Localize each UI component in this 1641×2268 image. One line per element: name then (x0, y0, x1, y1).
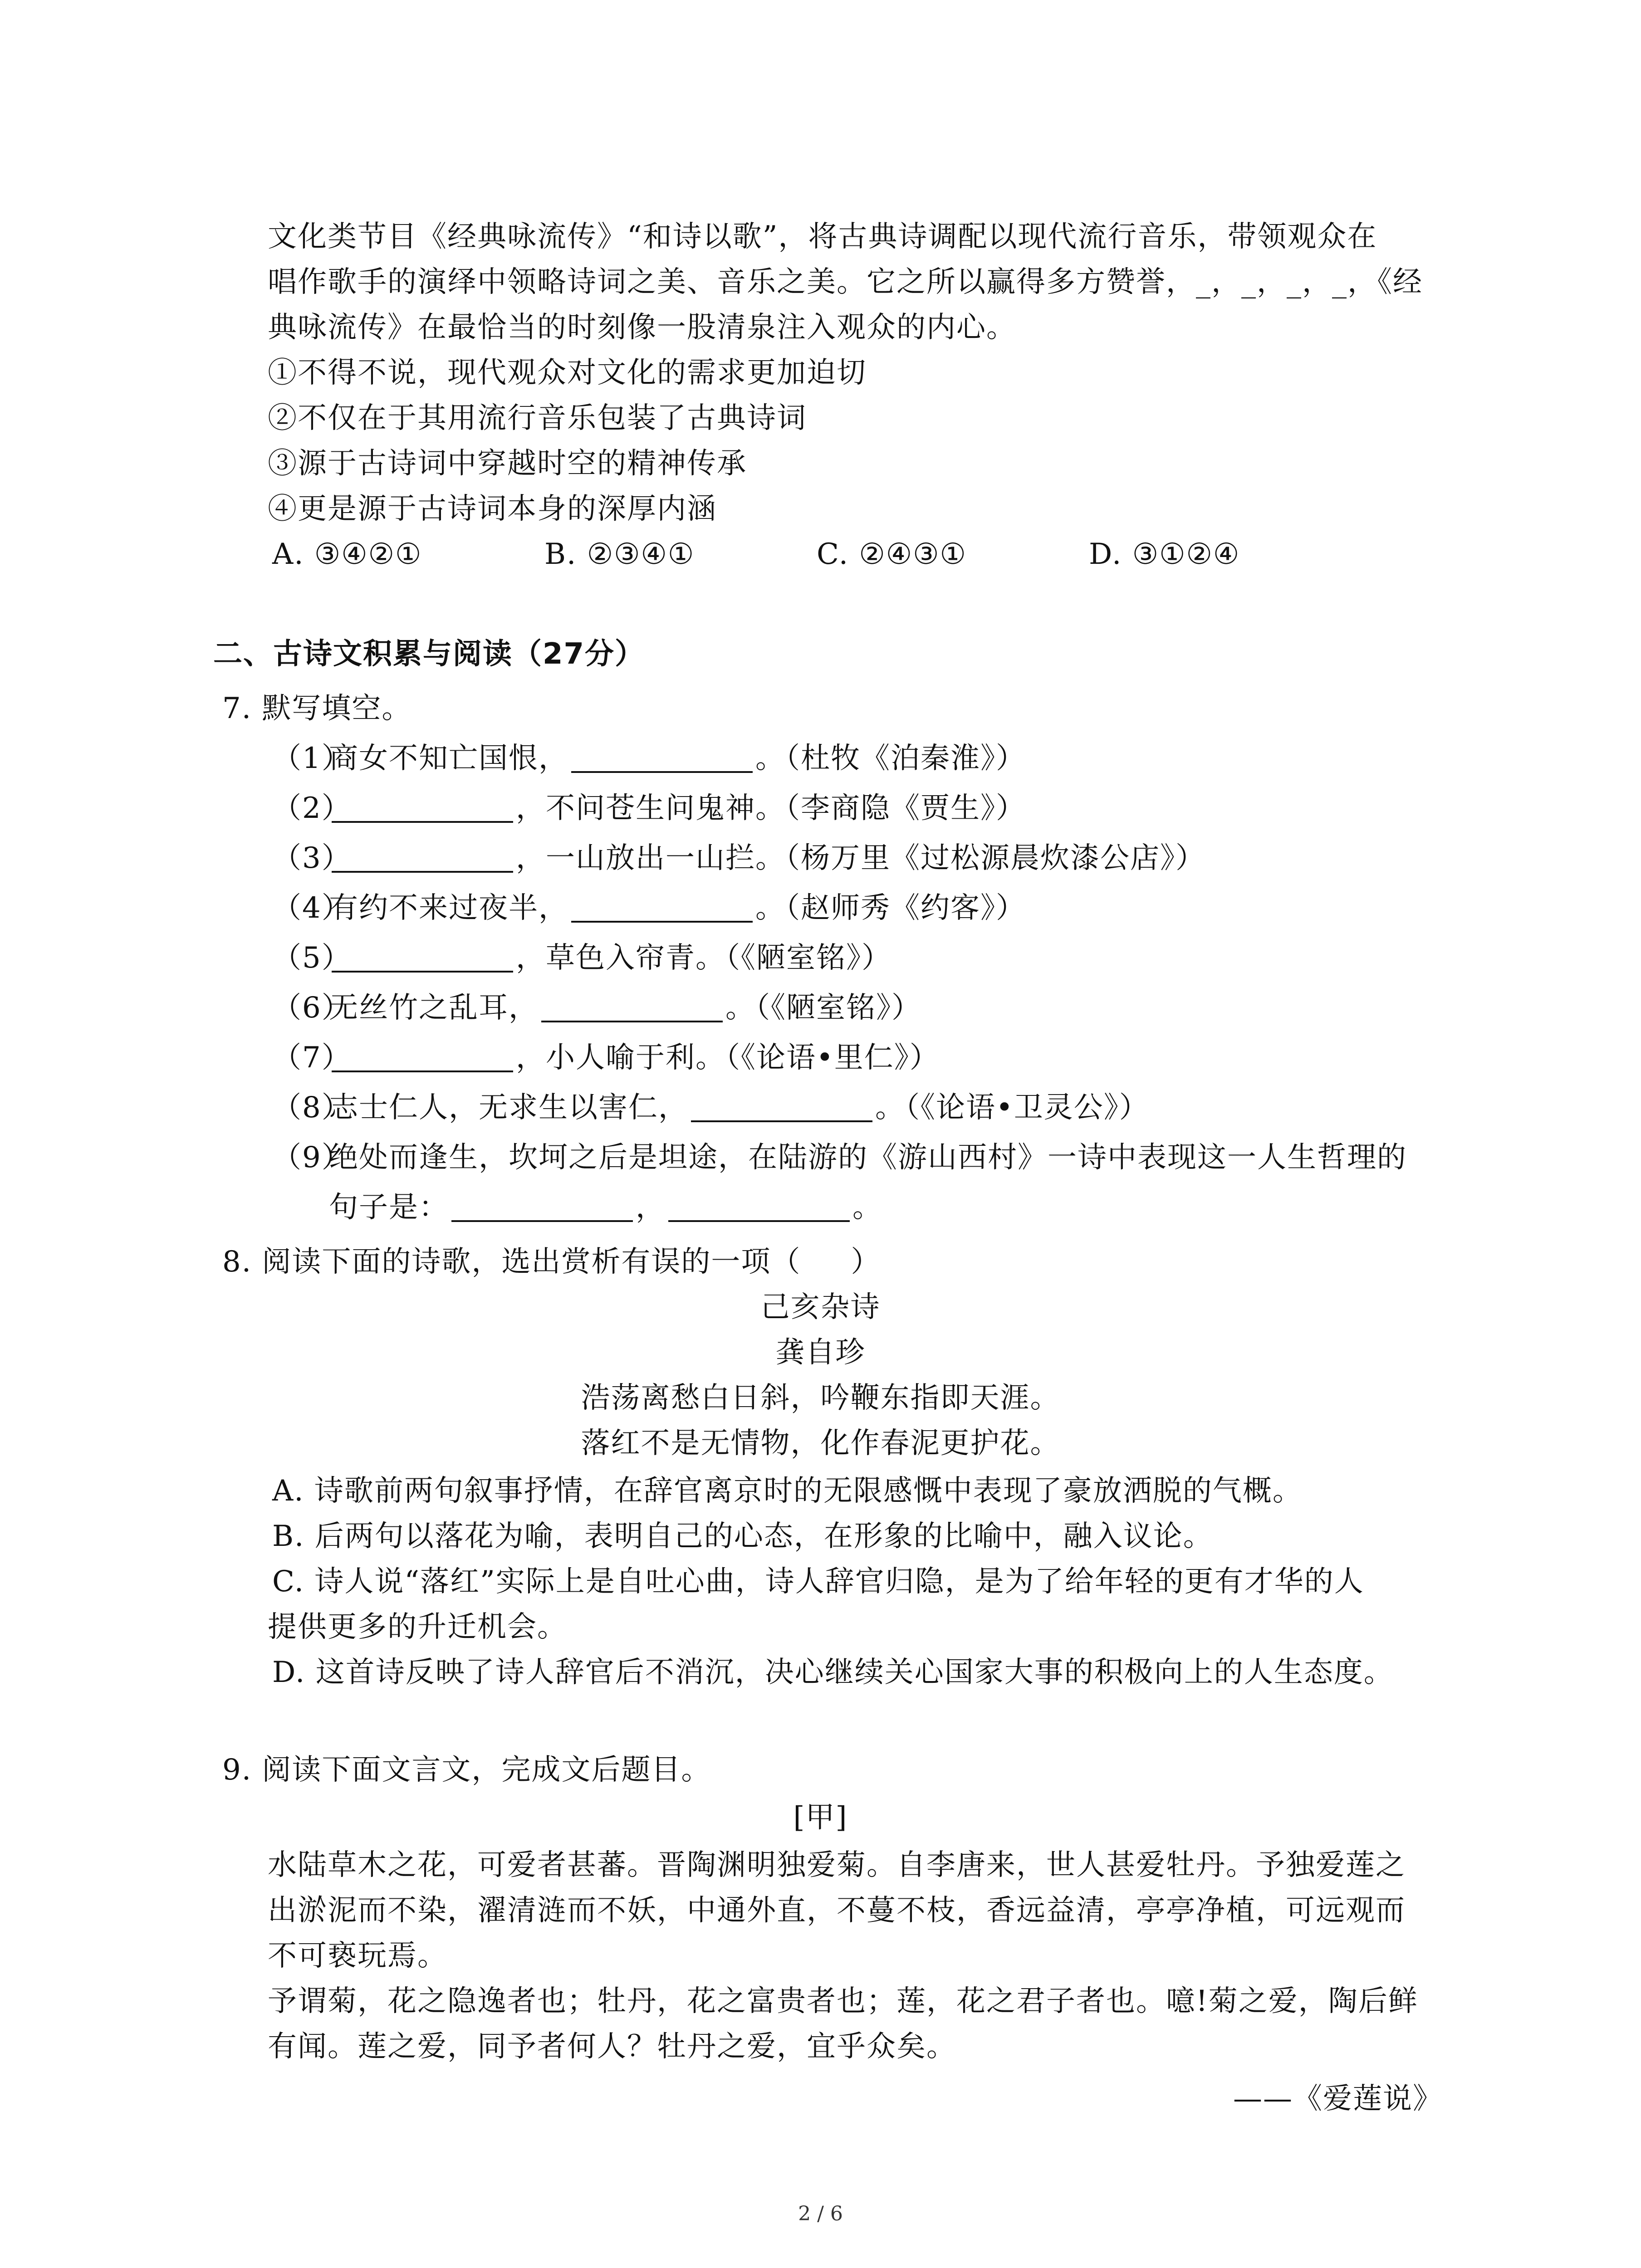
q9-text-line-2: 出淤泥而不染，濯清涟而不妖，中通外直，不蔓不枝，香远益清，亭亭净植，可远观而 (268, 1894, 1406, 1927)
q6-line-3: 典咏流传》在最恰当的时刻像一股清泉注入观众的内心。 (268, 311, 1016, 344)
q9-text-line-1: 水陆草木之花，可爱者甚蕃。晋陶渊明独爱菊。自李唐来，世人甚爱牡丹。予独爱莲之 (268, 1848, 1406, 1882)
q7-item-4-num: （4） (272, 891, 352, 925)
q9-text-line-5: 有闻。莲之爱，同予者何人？牡丹之爱，宜乎众矣。 (268, 2030, 956, 2063)
q7-item-5-post: ，草色入帘青。（《陋室铭》） (516, 941, 892, 975)
poem-author: 龚自珍 (775, 1336, 866, 1369)
q7-item-8 (272, 1093, 1149, 1122)
q7-item-4-blank (571, 894, 753, 923)
poem-line-2: 落红不是无情物，化作春泥更护花。 (581, 1427, 1060, 1460)
q7-item-3-blank (332, 845, 513, 873)
q6-sentence-1: ①不得不说，现代观众对文化的需求更加迫切 (268, 356, 867, 390)
q7-item-1-pre: 商女不知亡国恨， (329, 742, 568, 775)
q7-item-9-line-1: 绝处而逢生，坎坷之后是坦途，在陆游的《游山西村》一诗中表现这一人生哲理的 (329, 1141, 1407, 1174)
q9-text-line-4: 予谓菊，花之隐逸者也；牡丹，花之富贵者也；莲，花之君子者也。噫!菊之爱，陶后鲜 (268, 1984, 1418, 2018)
q7-item-5-blank (332, 944, 513, 973)
q8-option-b: B. 后两句以落花为喻，表明自己的心态，在形象的比喻中，融入议论。 (272, 1520, 1213, 1553)
q7-item-9-pre: 句子是： (329, 1191, 449, 1224)
q7-item-6-num: （6） (272, 991, 352, 1025)
q7-item-5 (272, 943, 892, 973)
q7-item-2-num: （2） (272, 792, 352, 825)
section-2-title: 二、古诗文积累与阅读（27分） (213, 637, 645, 671)
q6-option-a: A. ③④②① (272, 538, 422, 571)
q7-item-7 (272, 1041, 940, 1075)
q7-item-1-post: 。（杜牧《泊秦淮》） (755, 742, 1026, 775)
q7-item-8-num: （8） (272, 1091, 352, 1124)
q7-item-7-num: （7） (272, 1041, 352, 1075)
q7-item-8-post: 。（《论语•卫灵公》） (875, 1091, 1149, 1124)
q7-item-6-pre: 无丝竹之乱耳， (329, 991, 539, 1025)
q9-part-label: [甲] (793, 1801, 848, 1834)
q7-item-2 (272, 794, 1026, 823)
q7-item-4 (272, 891, 1026, 925)
q7-item-4-pre: 有约不来过夜半， (329, 891, 568, 925)
q7-item-3-num: （3） (272, 841, 352, 875)
q7-item-6-post: 。（《陋室铭》） (725, 991, 921, 1025)
q7-title: 7. 默写填空。 (222, 692, 412, 725)
q7-item-3-post: ，一山放出一山拦。（杨万里《过松源晨炊漆公店》） (516, 841, 1205, 875)
q8-option-c: C. 诗人说“落红”实际上是自吐心曲，诗人辞官归隐，是为了给年轻的更有才华的人 (272, 1565, 1364, 1598)
q8-option-c-cont: 提供更多的升迁机会。 (268, 1610, 567, 1644)
q7-item-4-post: 。（赵师秀《约客》） (755, 891, 1026, 925)
q7-item-9-line-2 (329, 1193, 882, 1222)
q7-item-9-end: 。 (852, 1191, 882, 1224)
q6-sentence-2: ②不仅在于其用流行音乐包装了古典诗词 (268, 401, 807, 435)
q7-item-7-post: ，小人喻于利。（《论语•里仁》） (516, 1041, 940, 1075)
q7-item-6 (272, 991, 921, 1025)
q6-option-b: B. ②③④① (544, 538, 695, 571)
q7-item-1-blank (571, 745, 753, 773)
q7-item-5-num: （5） (272, 941, 352, 975)
q9-title: 9. 阅读下面文言文，完成文后题目。 (222, 1753, 711, 1787)
q6-options (272, 540, 1361, 569)
q7-item-8-blank (691, 1094, 872, 1122)
q8-option-a: A. 诗歌前两句叙事抒情，在辞官离京时的无限感慨中表现了豪放洒脱的气概。 (272, 1474, 1303, 1508)
q7-item-9-blank-1 (451, 1194, 633, 1222)
q7-item-2-blank (332, 795, 513, 823)
poem-title: 己亥杂诗 (760, 1290, 881, 1324)
q7-item-2-post: ，不问苍生问鬼神。（李商隐《贾生》） (516, 792, 1026, 825)
page-number: 2 / 6 (798, 2202, 843, 2225)
q7-item-9-blank-2 (668, 1194, 850, 1222)
q7-item-1 (272, 744, 1026, 773)
poem-line-1: 浩荡离愁白日斜，吟鞭东指即天涯。 (581, 1381, 1060, 1415)
q7-item-9 (272, 1143, 1407, 1172)
q7-item-7-blank (332, 1044, 513, 1072)
q8-title (222, 1245, 881, 1279)
q7-item-9-num: （9） (272, 1141, 352, 1174)
q8-title-close: ） (851, 1245, 881, 1279)
q9-text-line-3: 不可亵玩焉。 (268, 1939, 447, 1973)
q6-line-1: 文化类节目《经典咏流传》“和诗以歌”，将古典诗调配以现代流行音乐，带领观众在 (268, 220, 1377, 254)
q7-item-8-pre: 志士仁人，无求生以害仁， (329, 1091, 688, 1124)
q8-option-d: D. 这首诗反映了诗人辞官后不消沉，决心继续关心国家大事的积极向上的人生态度。 (272, 1656, 1394, 1689)
q6-option-d: D. ③①②④ (1089, 538, 1240, 571)
q6-line-2: 唱作歌手的演绎中领略诗词之美、音乐之美。它之所以赢得多方赞誉，_，_，_，_，《经 (268, 265, 1423, 299)
q7-item-9-mid: ， (636, 1191, 666, 1224)
q7-item-3 (272, 841, 1205, 875)
q7-item-1-num: （1） (272, 742, 352, 775)
q6-sentence-4: ④更是源于古诗词本身的深厚内涵 (268, 492, 717, 526)
q6-sentence-3: ③源于古诗词中穿越时空的精神传承 (268, 447, 747, 480)
q8-title-text: 8. 阅读下面的诗歌，选出赏析有误的一项（ (222, 1245, 801, 1279)
q6-option-c: C. ②④③① (817, 538, 967, 571)
q7-item-6-blank (541, 994, 723, 1022)
q9-source: ——《爱莲说》 (1233, 2082, 1443, 2116)
